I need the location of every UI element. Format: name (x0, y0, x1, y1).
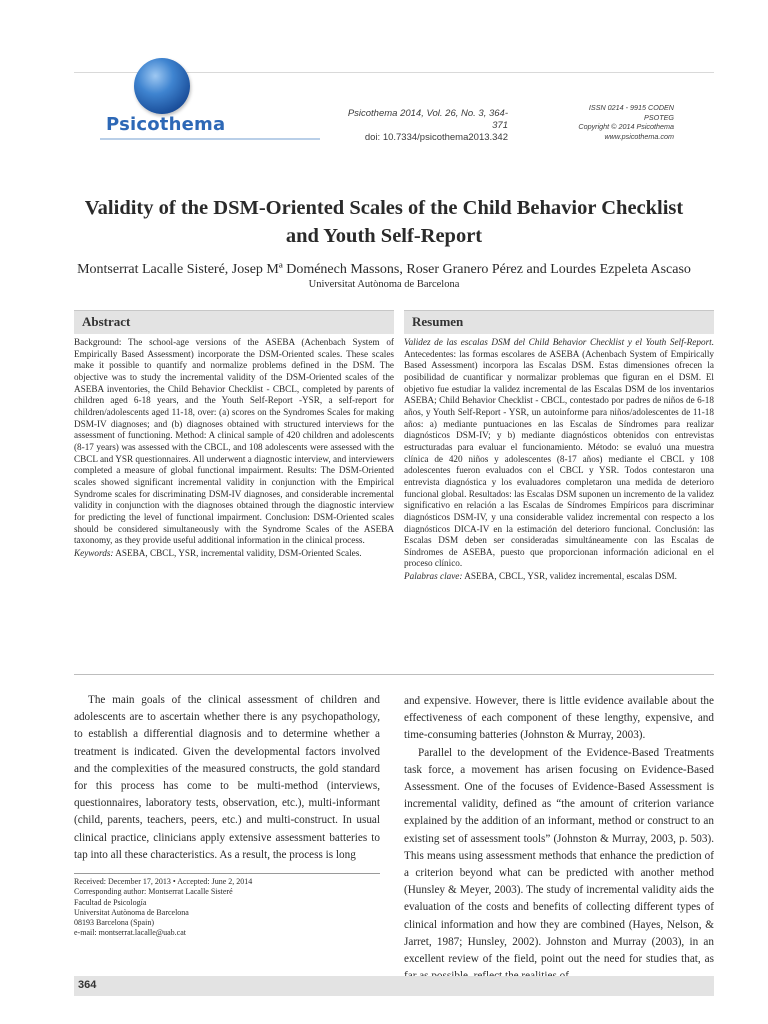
journal-doi[interactable]: doi: 10.7334/psicothema2013.342 (364, 132, 508, 143)
body-column-left (74, 692, 380, 864)
article-affiliation: Universitat Autònoma de Barcelona (308, 279, 460, 290)
article-title (60, 194, 708, 250)
resumen-header (404, 310, 714, 334)
body-paragraph: Parallel to the development of the Evidence-Based Treatments task force, a movement has arisen focusing on Evidence-Based Assessment. One of the focuses of Evidence-Based Assessment is incremental validity, defined as “the amount of criterion variance explained by the addition of an informant, method or construct to an existing set of assessment tools” (Johnston & Murray, 2003, p. 503). This means using assessment methods that enhance the prediction of a criterion beyond what can be predicted with another method (Hunsley & Meyer, 2003). The study of incremental validity aids the evaluation of the costs and benefits of collecting different types of clinical information and how they are combined (Hayes, Nelson, & Jarret, 1987; Hunsley, 2002). Johnston and Murray (2003), in an excellent review of the field, point out the need for studies that, as (404, 746, 714, 966)
author-university: Universitat Autònoma de Barcelona (74, 907, 189, 917)
palabras-clave-text: ASEBA, CBCL, YSR, validez incremental, escalas DSM. (464, 571, 677, 582)
journal-citation: Psicothema 2014, Vol. 26, No. 3, 364-371 (347, 108, 508, 131)
author-city: 08193 Barcelona (Spain) (74, 918, 154, 928)
abstract-header (74, 310, 394, 334)
resumen-text: Antecedentes: las formas escolares de ASEBA (Achenbach System of Empirically Based Assessment) incorpora las Escalas DSM. Estas dimensiones ofrecen la posibilidad de cuantificar y normalizar problemas que figuran en el DSM. El objetivo fue estudiar la validez incremental de las Escalas DSM de los inventarios ASEBA; Child Behavior Checklist - CBCL, contestado por padres de niños de 6-18 años, y Youth Self-Report - YSR, un autoinforme para niños/adolescentes de 11-18 años: a) mediante puntuaciones en las Escalas de Síndromes para realizar diagnósticos DSM-IV; y b) mediante diagnósticos obtenidos con entrevistas estructuradas para evaluar el funcionamiento. Método: se evaluó una muestra clínica de 420 niños y adolescentes (8-17 años) mediante el CBCL y 108 adolescentes fueron evaluados con el CBCL y YSR. Todos contestaron una entrevista diagnóstica y los evaluadores completaron una medida de deterioro funcional global. Resultados: las Escalas DSM suponen un incremento de la validez significativo en relación a las Escalas de Síndromes Empíricos para discriminar diagnósticos DSM-IV, y una considerable validez incremental con respecto a los diagnósticos DICA-IV en la estimación del deterioro funcional. Conclusión: las Escalas DSM deben ser consideradas simultáneamente con las Escalas de Síndromes de ASEBA, puesto que proporcionan información adicional en el proceso clínico. (404, 348, 714, 569)
resumen-keywords (404, 571, 714, 583)
body-column-right (404, 693, 714, 985)
abstract-divider (74, 674, 714, 675)
resumen-heading: Resumen (412, 314, 464, 329)
journal-issn-block (562, 103, 674, 141)
logo-text: Psicothema (106, 114, 226, 135)
logo-sphere-icon (134, 58, 190, 114)
abstract-keywords (74, 548, 394, 560)
resumen-body (404, 337, 714, 583)
journal-copyright: Copyright © 2014 Psicothema (578, 122, 674, 131)
article-title-line1: Validity of the DSM-Oriented Scales of the Child Behavior Checklist (84, 197, 684, 219)
journal-logo[interactable] (100, 58, 250, 138)
article-authors: Montserrat Lacalle Sisteré, Josep Mª Doménech Massons, Roser Granero Pérez and Lourdes Ezpeleta Ascaso (77, 262, 691, 277)
page-number: 364 (78, 979, 97, 991)
keywords-label: Keywords: (74, 547, 114, 558)
logo-underline (100, 138, 320, 140)
body-paragraph: and expensive. However, there is little evidence available about the effectiveness of each component of these lengthy, expensive, and time-consuming batteries (Johnston & Murray, 2003). (404, 695, 714, 742)
author-email[interactable]: e-mail: montserrat.lacalle@uab.cat (74, 928, 186, 938)
journal-website[interactable]: www.psicothema.com (604, 131, 674, 141)
abstract-heading: Abstract (82, 314, 131, 329)
corresponding-author: Corresponding author: Montserrat Lacalle Sisteré (74, 887, 233, 897)
article-title-line2: and Youth Self-Report (285, 225, 483, 247)
abstract-text: Background: The school-age versions of the ASEBA (Achenbach System of Empirically Based Assessment) incorporate the DSM-Oriented scales. These scales make it possible to quantify and normalize problems defined in the DSM. The objective was to study the incremental validity of the DSM-Oriented scales of the ASEBA inventories, the Child Behavior Checklist - CBCL, completed by parents of children aged 6-18 years, and the Youth Self-Report -YSR, a self-report for children/adolescents aged 11-18, over: (a) scores on the Syndromes Scales for making DSM-IV diagnoses; and (b) diagnoses obtained with structured interviews for the assessment of functioning. Method: A clinical sample of 420 children and adolescents (8-17 years) was assessed with the CBCL, and 108 adolescents were assessed with the CBCL and YSR questionnaires. All underwent a diagnostic interview, and interviewers completed a measure of global functional impairment. Results: The DSM-Oriented scales showed significant incremental validity in conjunction with the Empirical Syndrome scales for discriminating DSM-IV diagnoses, and considerable incremental validity in conjunction with the diagnoses obtained through the diagnostic interview for predicting the level of functional impairment. Conclusion: DSM-Oriented scales should be considered simultaneously with the Syndrome Scales of the ASEBA taxonomy, as they provide useful additional information in the clinical process. (74, 337, 394, 546)
correspondence-footnote (74, 877, 380, 939)
received-dates: Received: December 17, 2013 • Accepted: June 2, 2014 (74, 877, 253, 886)
author-faculty: Facultad de Psicología (74, 897, 147, 907)
page-footer (74, 976, 714, 996)
journal-citation-block (340, 108, 508, 144)
journal-issn: ISSN 0214 - 9915 CODEN PSOTEG (588, 103, 674, 122)
palabras-clave-label: Palabras clave: (404, 571, 463, 582)
body-paragraph: The main goals of the clinical assessment of children and adolescents are to ascertain whether there is any psychopathology, to establish a differential diagnosis and to determine whether a treatment is indicated. Given the developmental factors involved and the complexities of the measured constructs, the gold standard for this process has come to be multi-method (interviews, questionnaires, laboratory tests, observation, etc.), multi-informant (child, parents, teachers, peers, etc.) and multi-construct. In usual clinical practice, clinicians apply extensive assessment batteries to tap into all these characteristics. As a result, the process is long (74, 694, 380, 861)
abstract-body (74, 337, 394, 559)
footnote-divider (74, 873, 380, 874)
resumen-paragraph (404, 337, 714, 570)
keywords-text: ASEBA, CBCL, YSR, incremental validity, DSM-Oriented Scales. (115, 547, 362, 558)
resumen-title: Validez de las escalas DSM del Child Behavior Checklist y el Youth Self-Report. (404, 337, 714, 347)
